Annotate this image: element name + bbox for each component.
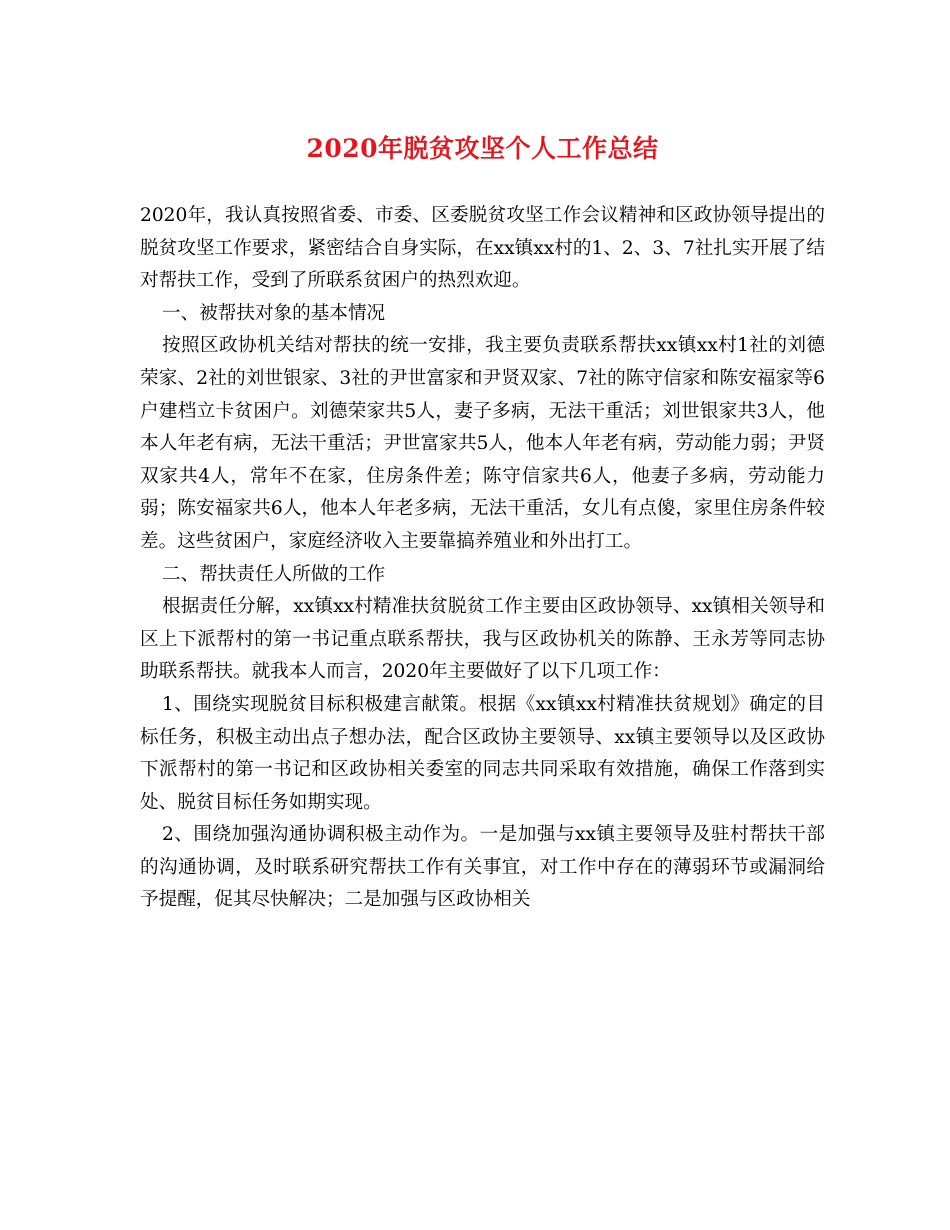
paragraph-item-2: 2、围绕加强沟通协调积极主动作为。一是加强与xx镇主要领导及驻村帮扶干部的沟通协调，及时联系研究帮扶工作有关事宜，对工作中存在的薄弱环节或漏洞给予提醒，促其尽快解决；二是加强与区政协相关 <box>140 824 825 911</box>
document-title: 2020年脱贫攻坚个人工作总结 <box>306 134 659 163</box>
paragraph-intro: 2020年，我认真按照省委、市委、区委脱贫攻坚工作会议精神和区政协领导提出的脱贫攻坚工作要求，紧密结合自身实际，在xx镇xx村的1、2、3、7社扎实开展了结对帮扶工作，受到了所联系贫困户的热烈欢迎。 <box>140 205 825 292</box>
paragraph-item-1: 1、围绕实现脱贫目标积极建言献策。根据《xx镇xx村精准扶贫规划》确定的目标任务，积极主动出点子想办法，配合区政协主要领导、xx镇主要领导以及区政协下派帮村的第一书记和区政协相关委室的同志共同采取有效措施，确保工作落到实处、脱贫目标任务如期实现。 <box>140 693 825 813</box>
document-body <box>140 200 825 917</box>
section-heading-2: 二、帮扶责任人所做的工作 <box>162 563 386 585</box>
paragraph-section-1: 按照区政协机关结对帮扶的统一安排，我主要负责联系帮扶xx镇xx村1社的刘德荣家、2社的刘世银家、3社的尹世富家和尹贤双家、7社的陈守信家和陈安福家等6户建档立卡贫困户。刘德荣家共5人，妻子多病，无法干重活；刘世银家共3人，他本人年老有病，无法干重活；尹世富家共5人，他本人年老有病，劳动能力弱；尹贤双家共4人，常年不在家，住房条件差；陈守信家共6人，他妻子多病，劳动能力弱；陈安福家共6人，他本人年老多病，无法干重活，女儿有点傻，家里住房条件较差。这些贫困户，家庭经济收入主要靠搞养殖业和外出打工。 <box>140 335 825 552</box>
section-heading-1: 一、被帮扶对象的基本情况 <box>162 302 386 324</box>
paragraph-section-2: 根据责任分解，xx镇xx村精准扶贫脱贫工作主要由区政协领导、xx镇相关领导和区上下派帮村的第一书记重点联系帮扶，我与区政协机关的陈静、王永芳等同志协助联系帮扶。就我本人而言，2020年主要做好了以下几项工作： <box>140 596 825 683</box>
document-page <box>140 0 825 917</box>
